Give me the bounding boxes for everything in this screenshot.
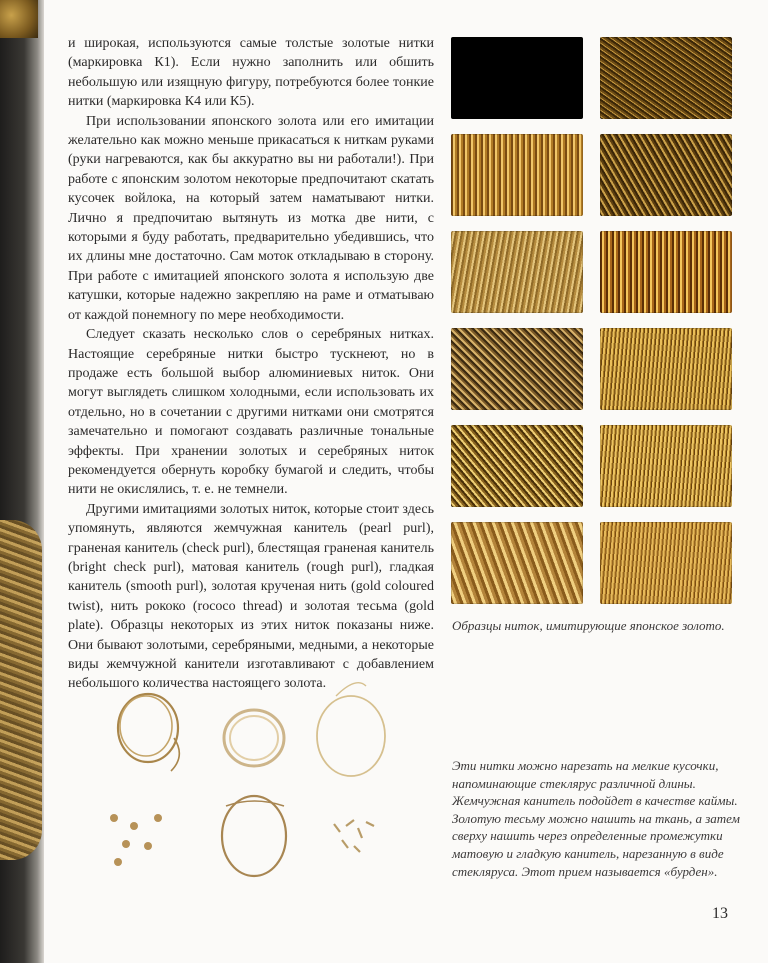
cut-threads-photo bbox=[96, 676, 416, 898]
page-number: 13 bbox=[712, 905, 728, 922]
thread-swatch bbox=[451, 328, 583, 410]
thread-swatch bbox=[451, 37, 583, 119]
thread-swatch bbox=[600, 37, 732, 119]
threads-caption: Эти нитки можно нарезать на мелкие кусочки, напоминающие стеклярус различной длины. Жемчужная канитель подойдет в качестве каймы. Золотую тесьму можно нашить на ткань, а затем сверху нашить через определенные промежутки матовую и гладкую канитель, нарезанную в виде стекляруса. Этот прием называется «бурден». bbox=[452, 758, 740, 879]
paragraph-4: Другими имитациями золотых ниток, которые стоит здесь упомянуть, являются жемчужная канитель (pearl purl), граненая канитель (check purl), блестящая граненая канитель (bright check purl), матовая канитель (rough purl), гладкая канитель (smooth purl), золотая крученая нить (gold coloured twist), нить рококо (rococo thread) и золотая тесьма (gold plate). Образцы некоторых из этих ниток показаны ниже. Они бывают золотыми, серебряными, медными, а некоторые виды жемчужной канители изготавливают с добавлением небольшого количества настоящего золота. bbox=[68, 501, 434, 692]
paragraph-2: При использовании японского золота или его имитации желательно как можно меньше прикасаться к ниткам руками (руки нагреваются, как бы аккуратно вы ни работали!). При работе с японским золотом некоторые предпочитают скатать кусочек войлока, на который затем наматывают нитки. Лично я предпочитаю вытянуть из мотка две нити, с которыми я буду работать, предварительно убедившись, что их длины мне достаточно. Сам моток откладываю в сторону. При работе с имитацией японского золота я использую две катушки, которые надежно закрепляю на раме и отматываю от каждой понемногу по мере необходимости. bbox=[68, 113, 434, 323]
body-text bbox=[68, 34, 434, 694]
paragraph-3: Следует сказать несколько слов о серебряных нитках. Настоящие серебряные нитки быстро тускнеют, но в продаже есть большой выбор алюминиевых ниток. Они могут выглядеть слишком холодными, если использовать их отдельно, но в сочетании с другими нитками они смотрятся замечательно и помогают создавать различные тональные эффекты. При хранении золотых и серебряных ниток рекомендуется обернуть коробку бумагой и следить, чтобы нити не окислялись, т. е. не темнели. bbox=[68, 327, 434, 498]
thread-swatch bbox=[600, 328, 732, 410]
thread-swatch bbox=[600, 522, 732, 604]
thread-swatch bbox=[600, 231, 732, 313]
paragraph-1: и широкая, используются самые толстые золотые нитки (маркировка К1). Если нужно заполнить или обшить небольшую или изящную фигуру, потребуются более тонкие нитки (маркировка К4 или К5). bbox=[68, 36, 434, 110]
thread-swatch bbox=[600, 425, 732, 507]
thread-swatch bbox=[451, 522, 583, 604]
thread-swatch-grid bbox=[451, 37, 732, 604]
thread-swatch bbox=[600, 134, 732, 216]
thread-swatch bbox=[451, 425, 583, 507]
thread-swatch bbox=[451, 134, 583, 216]
gold-thread-skein-side bbox=[0, 520, 42, 860]
swatch-caption: Образцы ниток, имитирующие японское золото. bbox=[452, 618, 725, 633]
book-binding bbox=[0, 0, 44, 963]
gold-thread-spool-top bbox=[0, 0, 38, 38]
thread-swatch bbox=[451, 231, 583, 313]
